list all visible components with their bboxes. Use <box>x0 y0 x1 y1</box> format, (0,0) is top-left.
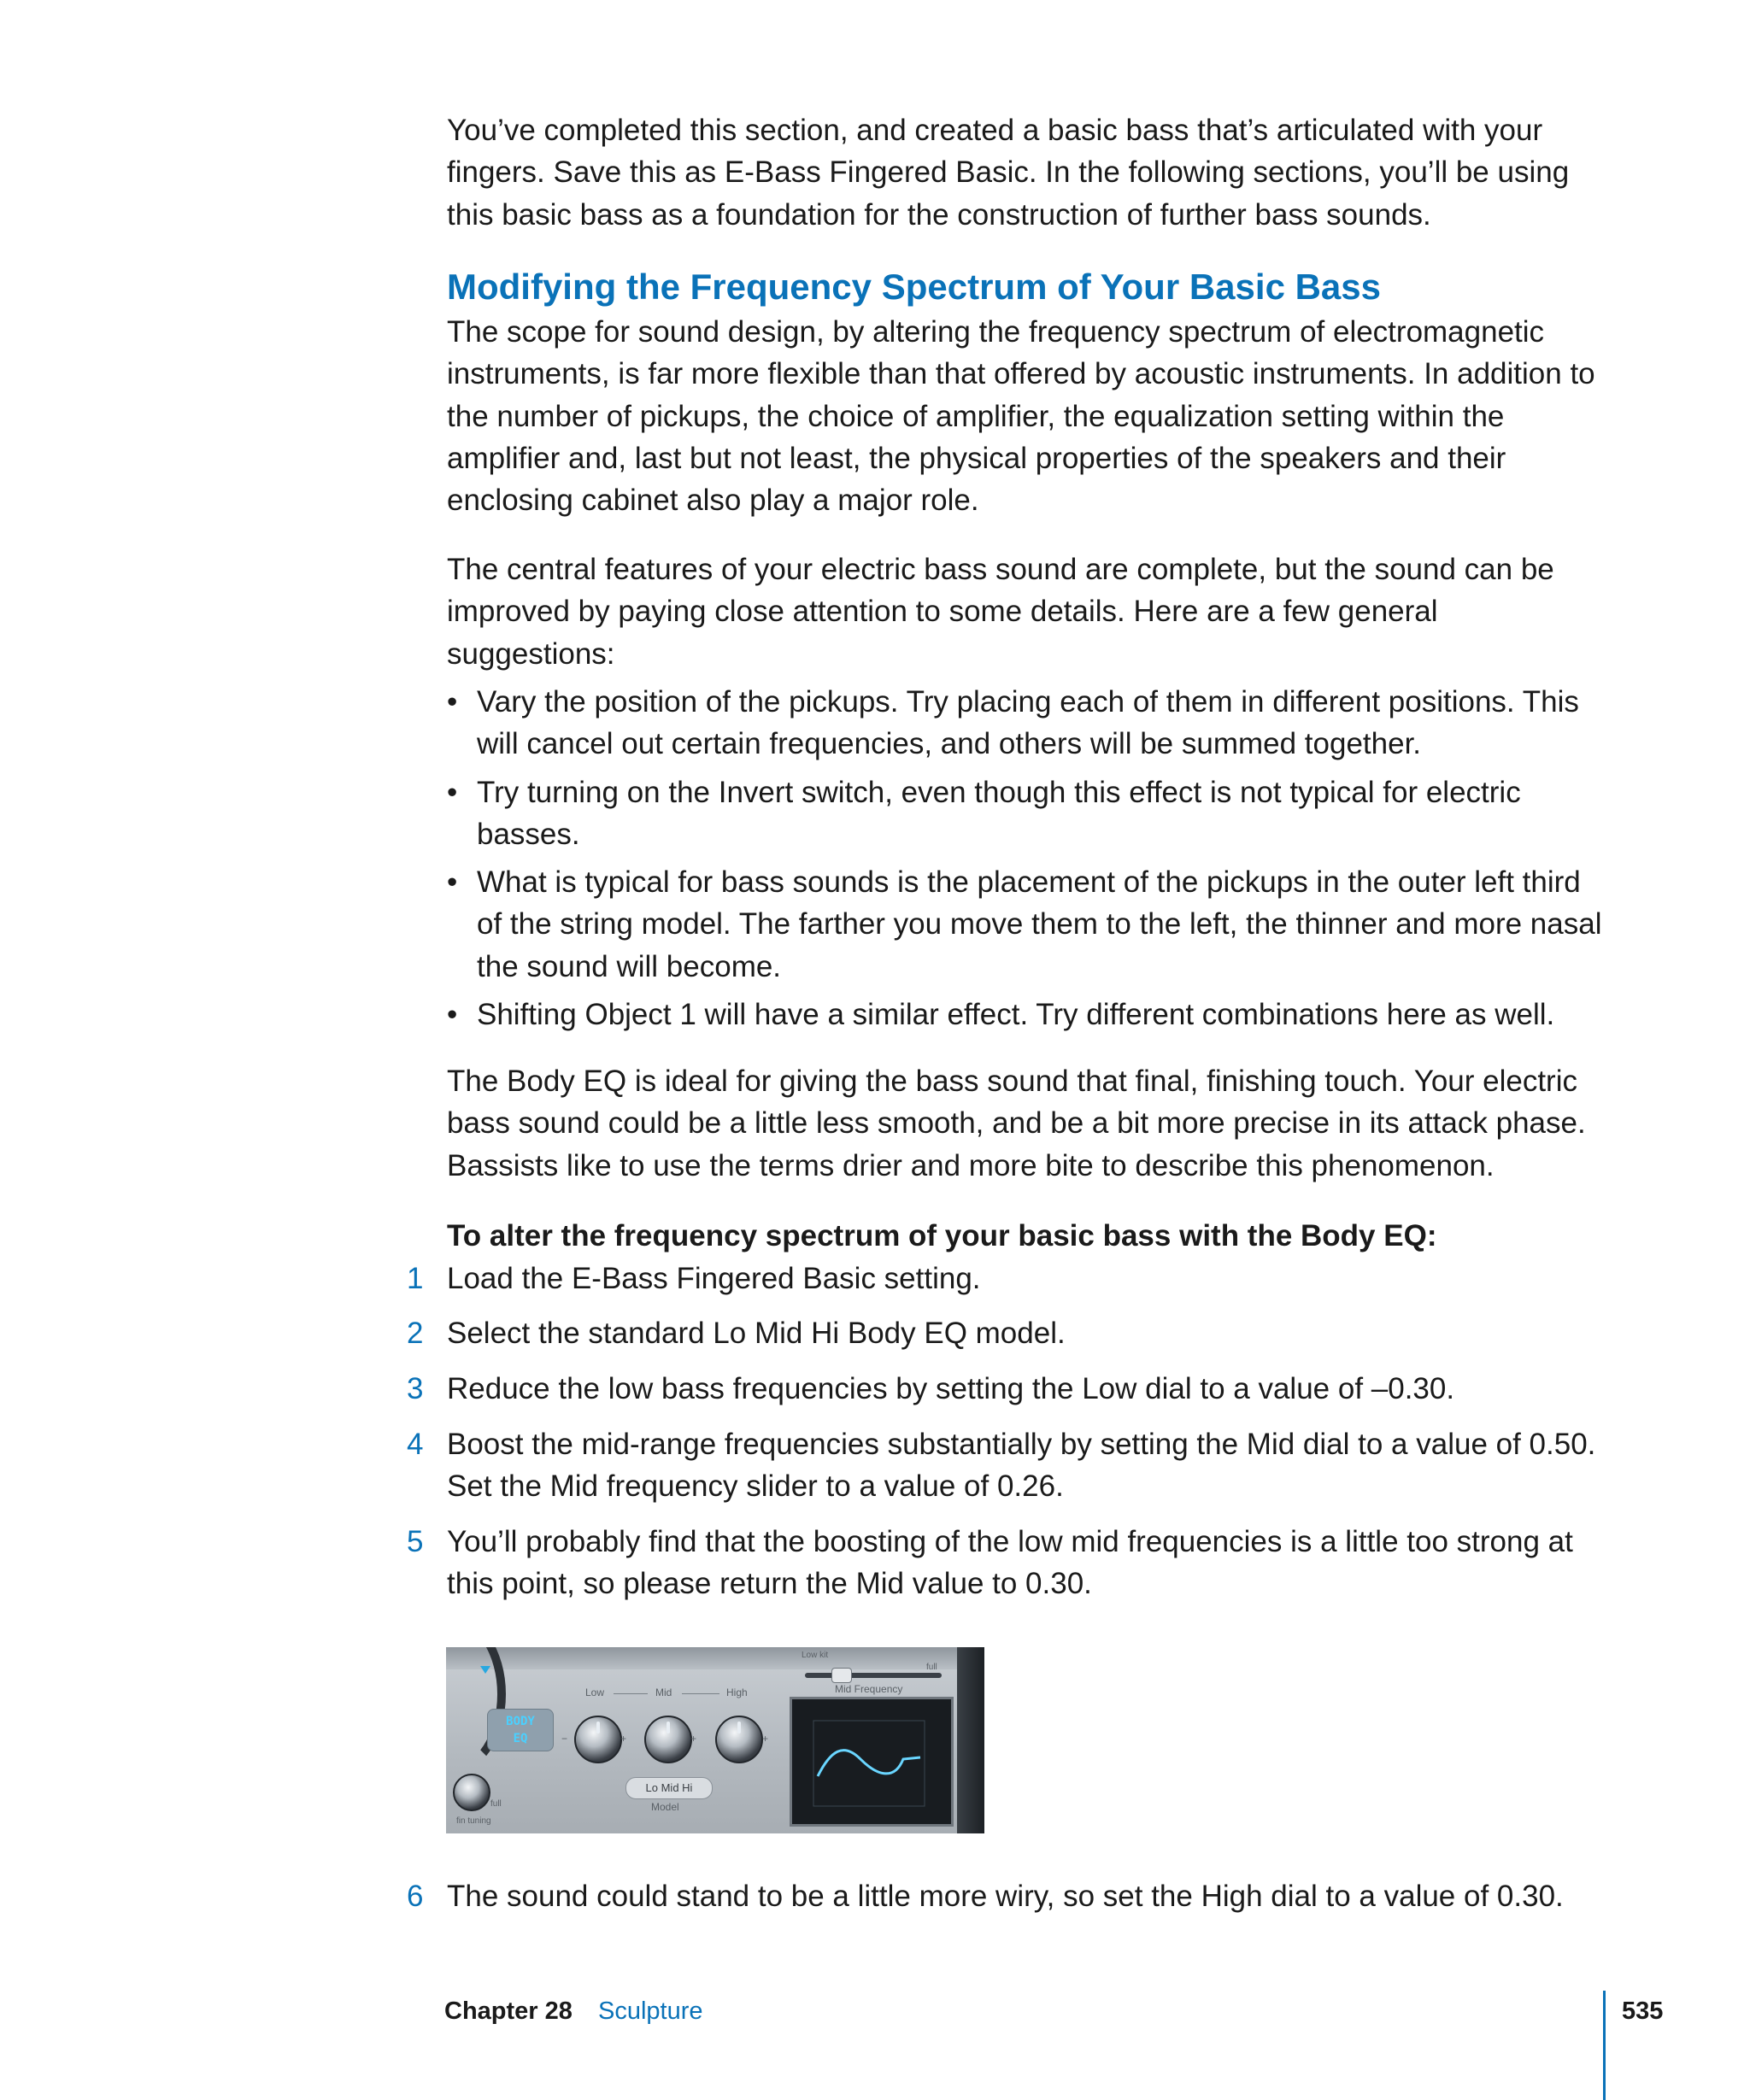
bullet-text: Try turning on the Invert switch, even though this effect is not typical for electric basses. <box>477 775 1521 851</box>
bullet-text: Vary the position of the pickups. Try placing each of them in different positions. This will cancel out certain frequencies, and others will be summed together. <box>477 685 1579 761</box>
step-item <box>407 1423 1612 1508</box>
bullet-dot: • <box>447 775 458 809</box>
bullet-item <box>447 681 1609 766</box>
full-label: full <box>490 1799 502 1809</box>
knob-high-label: High <box>726 1686 748 1698</box>
paragraph-3-block <box>447 1060 1609 1187</box>
step-text: The sound could stand to be a little more wiry, so set the High dial to a value of 0.30. <box>447 1880 1564 1913</box>
step-item <box>407 1368 1612 1410</box>
intro-block <box>447 109 1609 236</box>
divider <box>614 1693 648 1694</box>
step-number: 2 <box>407 1317 424 1350</box>
eq-curve-svg <box>792 1699 951 1824</box>
bullet-item <box>447 861 1609 988</box>
knob-indicator <box>737 1722 741 1733</box>
bullet-text: What is typical for bass sounds is the placement of the pickups in the outer left third of the string model. The farther you move them to the left, the thinner and more nasal the sound will become. <box>477 865 1602 983</box>
bullet-dot: • <box>447 865 458 900</box>
step-number: 1 <box>407 1262 424 1295</box>
paragraph-3: The Body EQ is ideal for giving the bass sound that final, finishing touch. Your electric bass sound could be a little less smooth, and be a bit more precise in its attack phase. Bassists like to use the terms drier and more bite to describe this phenomenon. <box>447 1065 1586 1182</box>
step-text: Select the standard Lo Mid Hi Body EQ model. <box>447 1317 1066 1350</box>
model-label: Model <box>651 1801 679 1813</box>
bullet-list <box>447 681 1609 1035</box>
body-eq-label-1: BODY <box>506 1715 535 1728</box>
footer-chapter: Chapter 28 <box>444 1997 573 2025</box>
paragraph-2-block <box>447 548 1609 675</box>
eq-curve-display <box>790 1697 954 1827</box>
plus-sign: + <box>620 1733 627 1745</box>
step-text: You’ll probably find that the boosting of the low mid frequencies is a little too strong at this point, so please return the Mid value to 0.30. <box>447 1525 1573 1601</box>
step-item <box>407 1258 1612 1299</box>
bullet-item <box>447 771 1609 856</box>
knob-mid-label: Mid <box>655 1686 672 1698</box>
bullet-dot: • <box>447 998 458 1032</box>
mid-frequency-slider[interactable] <box>805 1673 942 1678</box>
step-text: Reduce the low bass frequencies by setting the Low dial to a value of –0.30. <box>447 1372 1455 1405</box>
minus-sign: − <box>561 1733 568 1745</box>
fine-tuning-label: fin tuning <box>456 1816 491 1826</box>
step-text: Load the E-Bass Fingered Basic setting. <box>447 1262 981 1295</box>
page-number: 535 <box>1622 1997 1664 2025</box>
slider-right-label: full <box>926 1663 937 1672</box>
plus-sign: + <box>690 1733 697 1745</box>
step-item <box>407 1875 1612 1917</box>
right-panel <box>957 1647 984 1833</box>
knob-low-label: Low <box>585 1686 605 1698</box>
footer-divider <box>1603 1991 1606 2100</box>
triangle-icon <box>480 1666 490 1674</box>
plus-sign: + <box>762 1733 769 1745</box>
slider-left-label: Low kit <box>802 1651 829 1660</box>
top-strip <box>446 1647 984 1669</box>
eq-curve <box>818 1751 920 1776</box>
step-text: Boost the mid-range frequencies substantially by setting the Mid dial to a value of 0.50. Set the Mid frequency slider to a value of 0.26. <box>447 1428 1596 1504</box>
fine-tuning-knob[interactable] <box>453 1774 490 1811</box>
body-eq-label-2: EQ <box>513 1732 528 1745</box>
step-number: 3 <box>407 1372 424 1405</box>
step-number: 5 <box>407 1525 424 1558</box>
footer-section: Sculpture <box>598 1997 703 2025</box>
mid-frequency-label: Mid Frequency <box>835 1683 903 1695</box>
divider <box>682 1693 719 1694</box>
model-selector[interactable]: Lo Mid Hi <box>625 1777 713 1799</box>
step-number: 6 <box>407 1880 424 1913</box>
body-eq-screenshot <box>446 1647 984 1833</box>
knob-indicator <box>596 1722 600 1733</box>
bullet-dot: • <box>447 685 458 719</box>
body-eq-tag[interactable] <box>487 1709 554 1751</box>
low-knob[interactable] <box>574 1716 622 1763</box>
bullet-item <box>447 994 1609 1035</box>
bullet-text: Shifting Object 1 will have a similar effect. Try different combinations here as well. <box>477 998 1555 1032</box>
step-item <box>407 1312 1612 1354</box>
paragraph-2: The central features of your electric bass sound are complete, but the sound can be improved by paying close attention to some details. Here are a few general suggestions: <box>447 553 1554 671</box>
mid-knob[interactable] <box>644 1716 692 1763</box>
step-item <box>407 1521 1612 1605</box>
intro-paragraph: You’ve completed this section, and created a basic bass that’s articulated with your fingers. Save this as E-Bass Fingered Basic. In the following sections, you’ll be using this basic bass as a foundation for the construction of further bass sounds. <box>447 114 1570 232</box>
high-knob[interactable] <box>715 1716 763 1763</box>
slider-handle[interactable] <box>831 1668 852 1683</box>
paragraph-1: The scope for sound design, by altering the frequency spectrum of electromagnetic instruments, is far more flexible than that offered by acoustic instruments. In addition to the number of pickups, the choice of amplifier, the equalization setting within the amplifier and, last but not least, the physical properties of the speakers and their enclosing cabinet also play a major role. <box>447 315 1595 518</box>
step-number: 4 <box>407 1428 424 1461</box>
section-heading: Modifying the Frequency Spectrum of Your Basic Bass <box>447 267 1382 307</box>
procedure-heading: To alter the frequency spectrum of your basic bass with the Body EQ: <box>447 1219 1437 1252</box>
knob-indicator <box>667 1722 670 1733</box>
paragraph-1-block <box>447 311 1609 521</box>
